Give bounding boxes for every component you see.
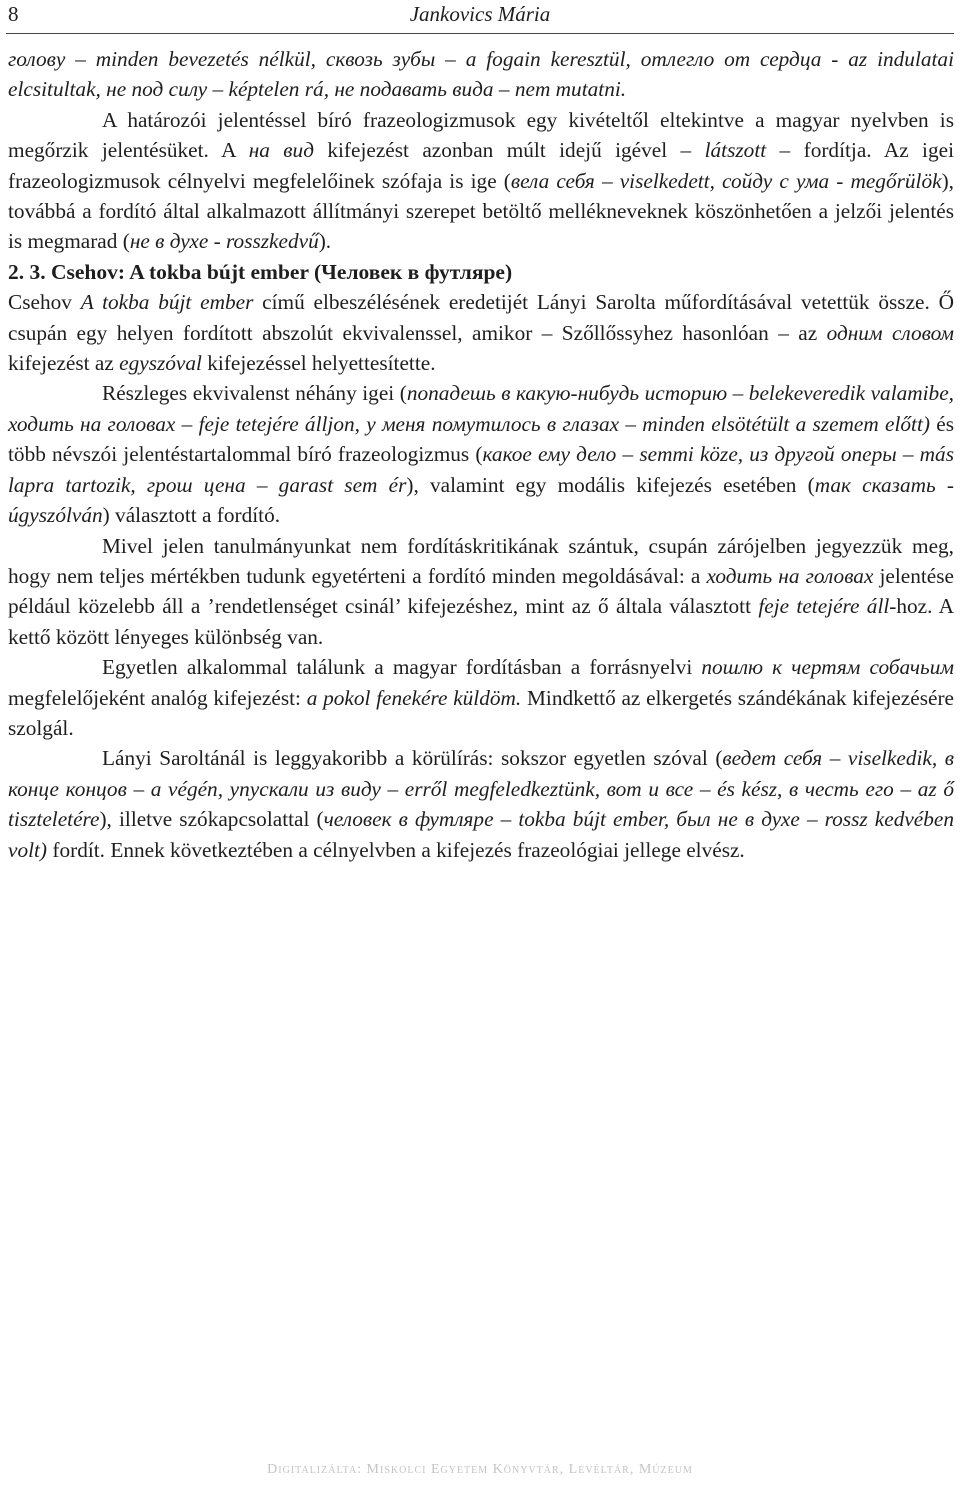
italic-text-run: A tokba bújt ember <box>80 290 254 315</box>
italic-text-run: какое ему дело – semmi köze, из другой оперы – más lapra tartozik, грош цена – garast sem ér <box>8 442 954 497</box>
italic-text-run: látszott <box>704 138 767 163</box>
text-run: Egyetlen alkalommal találunk a magyar fordításban a forrásnyelvi <box>102 655 702 680</box>
section-heading: 2. 3. Csehov: A tokba bújt ember (Человек в футляре) <box>8 259 513 284</box>
text-run: ). <box>318 229 332 254</box>
text-run: – fordítja. Az igei frazeologizmusok célnyelvi megfelelőinek szófaja is ige ( <box>8 138 954 193</box>
italic-text-run: человек в футляре – tokba bújt ember, был не в духе – rossz kedvében volt) <box>8 807 955 862</box>
text-run: Csehov <box>8 290 81 315</box>
page-header <box>6 0 954 34</box>
italic-text-run: так сказать - úgyszólván <box>8 472 954 528</box>
text-run: jelentése például közelebb áll a ’rendetlenséget csinál’ kifejezéshez, mint az ő általa választott <box>8 563 954 619</box>
italic-text-run: ведет себя – viselkedik, в конце концов – a végén, упускали из виду – erről megfeledkeztünk, вот и все – és kész, в честь его – az ő tiszteletére <box>8 746 954 832</box>
paragraph <box>8 287 954 378</box>
paragraph <box>8 378 954 530</box>
text-run: kifejezést az <box>8 351 120 376</box>
text-run: Mivel jelen tanulmányunkat nem fordításkritikának szántuk, csupán zárójelben jegyezzük meg, hogy nem teljes mértékben tudunk egyetérteni a fordító minden megoldásával: a <box>8 533 954 588</box>
paragraph <box>8 743 954 865</box>
running-head: Jankovics Mária <box>409 2 551 26</box>
paragraph <box>8 105 954 257</box>
text-run: ), illetve szókapcsolattal ( <box>99 807 324 832</box>
text-run: -hoz. A kettő között lényeges különbség van. <box>8 594 954 649</box>
text-run: ), valamint egy modális kifejezés esetében ( <box>406 472 815 497</box>
body-text <box>8 44 954 865</box>
text-run: fordít. Ennek következtében a célnyelvben a kifejezés frazeológiai jellege elvész. <box>47 837 745 862</box>
page-number: 8 <box>8 2 19 26</box>
text-run: A határozói jelentéssel bíró frazeologizmusok egy kivételtől eltekintve a magyar nyelvben is megőrzik jelentésüket. A <box>8 107 954 163</box>
text-run: című elbeszélésének eredetijét Lányi Sarolta műfordításával vetettük össze. Ő csupán egy helyen fordított abszolút ekvivalenssel, amikor – Szőllőssyhez hasonlóan – az <box>8 290 954 345</box>
paragraph <box>8 531 954 653</box>
text-run: ) választott a fordító. <box>102 503 281 528</box>
italic-text-run: на вид <box>248 138 314 163</box>
text-run: és több névszói jelentéstartalommal bíró frazeologizmus ( <box>8 411 954 467</box>
italic-text-run: попадешь в какую-нибудь историю – belekeveredik valamibe, ходить на головах – feje tetejére álljon, у меня помутилось в глазах – minden elsötétült a szemem előtt) <box>8 381 954 436</box>
text-run: kifejezéssel helyettesítette. <box>201 351 436 376</box>
paragraph <box>8 652 954 743</box>
text-run: Mindkettő az elkergetés szándékának kifejezésére szolgál. <box>8 685 954 740</box>
italic-text-run: ходить на головах <box>706 563 874 588</box>
italic-text-run: a pokol fenekére küldöm. <box>306 685 522 710</box>
text-run: ), továbbá a fordító által alkalmazott állítmányi szerepet betöltő mellékneveknek köszönhetően a jelzői jelentés is megmarad ( <box>8 168 954 254</box>
italic-text-run: feje tetejére áll <box>758 594 890 619</box>
italic-text-run: вела себя – viselkedett, сойду с ума - megőrülök <box>510 168 942 193</box>
digitization-watermark: Digitalizálta: Miskolci Egyetem Könyvtár, Levéltár, Múzeum <box>267 1462 693 1477</box>
text-run: kifejezést azonban múlt idejű igével – <box>313 138 705 163</box>
text-run: megfelelőjeként analóg kifejezést: <box>8 685 307 710</box>
italic-text-run: egyszóval <box>119 351 202 376</box>
text-run: Lányi Saroltánál is leggyakoribb a körülírás: sokszor egyetlen szóval ( <box>102 746 723 771</box>
italic-text-run: не в духе - rosszkedvű <box>129 229 319 254</box>
text-run: Részleges ekvivalenst néhány igei ( <box>102 381 407 406</box>
paragraph <box>8 44 954 105</box>
italic-text-run: одним словом <box>826 320 954 345</box>
italic-text-run: пошлю к чертям собачьим <box>701 655 954 680</box>
italic-text-run: голову – minden bevezetés nélkül, сквозь зубы – a fogain keresztül, отлегло от сердца - az indulatai elcsitultak, не под силу – képtelen rá, не подавать вида – nem mutatni. <box>8 47 954 102</box>
